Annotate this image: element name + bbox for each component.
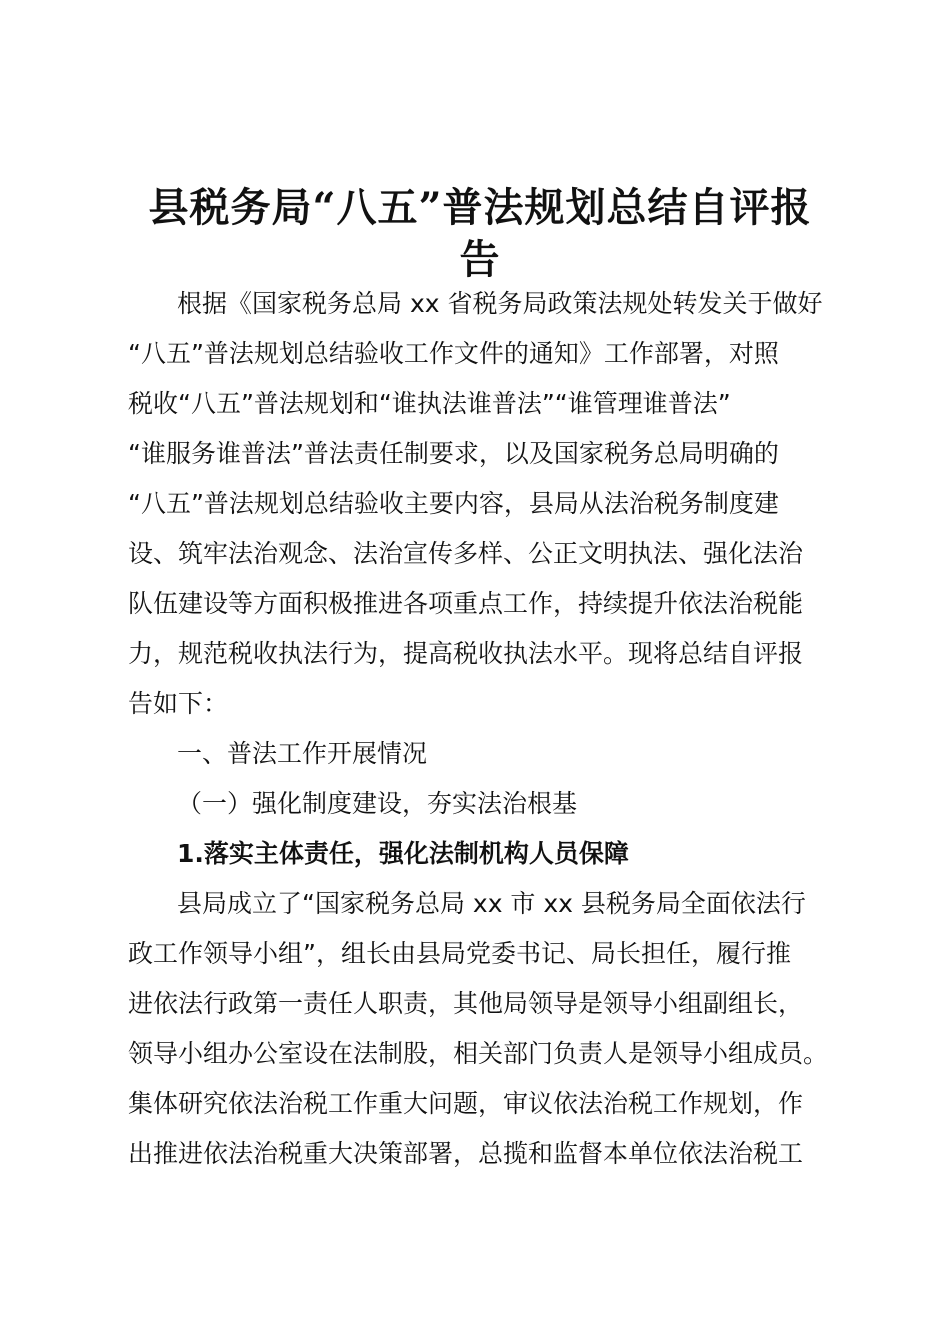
- paragraph-line: 告如下：: [128, 689, 229, 718]
- paragraph-line: 税收“八五”普法规划和“谁执法谁普法”“谁管理谁普法”: [128, 389, 731, 418]
- paragraph-line: “八五”普法规划总结验收主要内容，县局从法治税务制度建: [128, 489, 779, 518]
- paragraph-line: 县局成立了“国家税务总局 xx 市 xx 县税务局全面依法行: [177, 889, 806, 918]
- paragraph-line: 进依法行政第一责任人职责，其他局领导是领导小组副组长，: [128, 989, 804, 1018]
- paragraph-line: 领导小组办公室设在法制股，相关部门负责人是领导小组成员。: [128, 1039, 829, 1068]
- paragraph-line: 设、筑牢法治观念、法治宣传多样、公正文明执法、强化法治: [128, 539, 804, 568]
- document-title-line-1: 县税务局“八五”普法规划总结自评报: [148, 184, 812, 231]
- section-heading: 一、普法工作开展情况: [177, 739, 428, 768]
- paragraph-line: 集体研究依法治税工作重大问题，审议依法治税工作规划，作: [128, 1089, 804, 1118]
- item-heading: 1.落实主体责任，强化法制机构人员保障: [177, 839, 629, 868]
- paragraph-line: 根据《国家税务总局 xx 省税务局政策法规处转发关于做好: [177, 289, 823, 318]
- document-title-line-2: 告: [459, 236, 501, 283]
- paragraph-line: 政工作领导小组”，组长由县局党委书记、局长担任，履行推: [128, 939, 791, 968]
- paragraph-line: “谁服务谁普法”普法责任制要求，以及国家税务总局明确的: [128, 439, 779, 468]
- paragraph-line: 出推进依法治税重大决策部署，总揽和监督本单位依法治税工: [128, 1139, 804, 1168]
- paragraph-line: 力，规范税收执法行为，提高税收执法水平。现将总结自评报: [128, 639, 804, 668]
- paragraph-line: 队伍建设等方面积极推进各项重点工作，持续提升依法治税能: [128, 589, 804, 618]
- subsection-heading: （一）强化制度建设，夯实法治根基: [177, 789, 578, 818]
- paragraph-line: “八五”普法规划总结验收工作文件的通知》工作部署，对照: [128, 339, 779, 368]
